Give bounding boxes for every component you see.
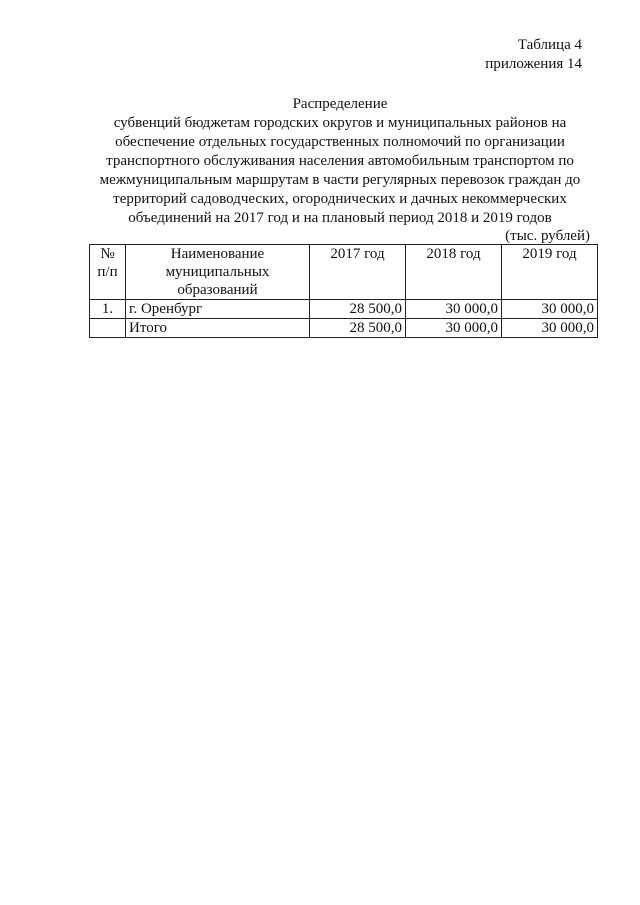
title-line: территорий садоводческих, огороднических и дачных некоммерческих — [113, 191, 567, 207]
subvention-table — [89, 244, 598, 338]
title-line: объединений на 2017 год и на плановый период 2018 и 2019 годов — [128, 210, 552, 226]
title-line: транспортного обслуживания населения автомобильным транспортом по — [106, 153, 574, 169]
table-row — [90, 300, 598, 319]
title-line: обеспечение отдельных государственных полномочий по организации — [115, 134, 565, 150]
document-title — [70, 95, 610, 228]
header-2018: 2018 год — [406, 245, 502, 300]
header-2017: 2017 год — [310, 245, 406, 300]
total-label: Итого — [126, 319, 310, 338]
total-2017: 28 500,0 — [310, 319, 406, 338]
units-label: (тыс. рублей) — [505, 228, 590, 244]
title-line: субвенций бюджетам городских округов и муниципальных районов на — [113, 115, 567, 131]
total-2018: 30 000,0 — [406, 319, 502, 338]
row-number: 1. — [90, 300, 126, 319]
row-2018: 30 000,0 — [406, 300, 502, 319]
title-line: межмуниципальным маршрутам в части регулярных перевозок граждан до — [99, 172, 581, 188]
header-number: № п/п — [90, 245, 126, 300]
table-reference — [485, 36, 582, 74]
table-total-row — [90, 319, 598, 338]
row-2019: 30 000,0 — [502, 300, 598, 319]
row-name: г. Оренбург — [126, 300, 310, 319]
total-number — [90, 319, 126, 338]
table-header-row — [90, 245, 598, 300]
appendix-label: приложения 14 — [485, 56, 582, 72]
total-2019: 30 000,0 — [502, 319, 598, 338]
table-label: Таблица 4 — [517, 37, 582, 53]
title-heading: Распределение — [292, 96, 388, 112]
header-name: Наименование муниципальных образований — [126, 245, 310, 300]
header-2019: 2019 год — [502, 245, 598, 300]
row-2017: 28 500,0 — [310, 300, 406, 319]
